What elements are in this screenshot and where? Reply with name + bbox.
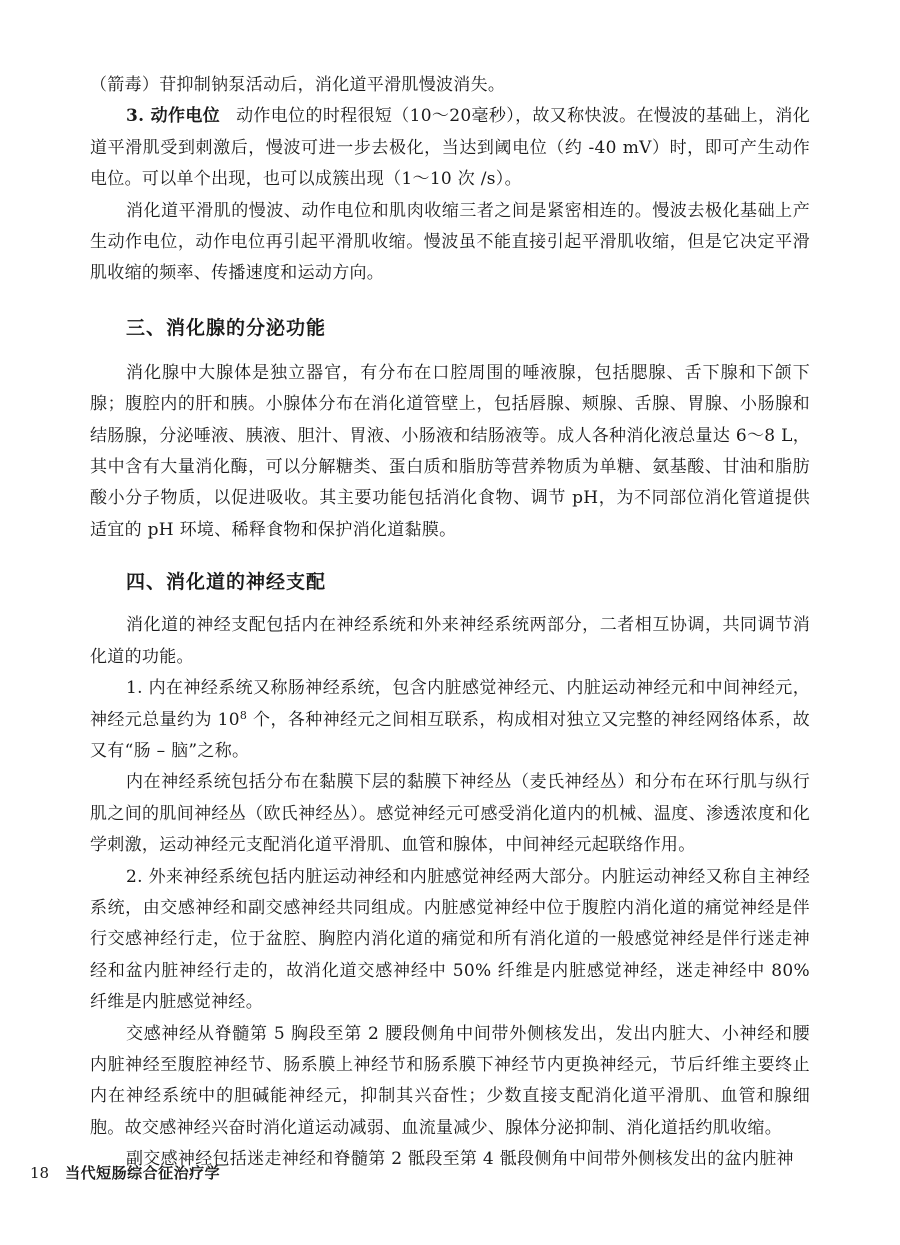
paragraph-intrinsic-nervous-system — [90, 673, 810, 767]
book-title: 当代短肠综合征治疗学 — [65, 1164, 221, 1182]
intrinsic-text-a: 1. 内在神经系统又称肠神经系统，包含内脏感觉神经元、内脏运动神经元和中间神经元，神经元总量约为 10 — [90, 678, 810, 730]
paragraph-sympathetic: 交感神经从脊髓第 5 胸段至第 2 腰段侧角中间带外侧核发出，发出内脏大、小神经和腰内脏神经至腹腔神经节、肠系膜上神经节和肠系膜下神经节内更换神经元，节后纤维主要终止内在神经系统中的胆碱能神经元，抑制其兴奋性；少数直接支配消化道平滑肌、血管和腺细胞。故交感神经兴奋时消化道运动减弱、血流量减少、腺体分泌抑制、消化道括约肌收缩。 — [90, 1023, 810, 1138]
paragraph-innervation-intro: 消化道的神经支配包括内在神经系统和外来神经系统两部分，二者相互协调，共同调节消化道的功能。 — [90, 615, 810, 667]
page-number: 18 — [30, 1164, 50, 1182]
paragraph-slow-wave-relation: 消化道平滑肌的慢波、动作电位和肌肉收缩三者之间是紧密相连的。慢波去极化基础上产生动作电位，动作电位再引起平滑肌收缩。慢波虽不能直接引起平滑肌收缩，但是它决定平滑肌收缩的频率、传播速度和运动方向。 — [90, 200, 810, 284]
subheading-action-potential: 3. 动作电位 — [126, 106, 221, 127]
paragraph-nerve-plexus: 内在神经系统包括分布在黏膜下层的黏膜下神经丛（麦氏神经丛）和分布在环行肌与纵行肌之间的肌间神经丛（欧氏神经丛）。感觉神经元可感受消化道内的机械、温度、渗透浓度和化学刺激，运动神经元支配消化道平滑肌、血管和腺体，中间神经元起联络作用。 — [90, 772, 810, 856]
paragraph-action-potential — [90, 101, 810, 195]
paragraph-parasympathetic: 副交感神经包括迷走神经和脊髓第 2 骶段至第 4 骶段侧角中间带外侧核发出的盆内脏神 — [126, 1149, 794, 1170]
page-footer — [30, 1163, 220, 1183]
paragraph-carryover: （箭毒）苷抑制钠泵活动后，消化道平滑肌慢波消失。 — [90, 75, 506, 95]
page-body — [90, 70, 810, 1176]
section-heading-gland-secretion: 三、消化腺的分泌功能 — [126, 316, 327, 339]
action-potential-text: 动作电位的时程很短（10～20毫秒），故又称快波。在慢波的基础上，消化道平滑肌受到刺激后，慢波可进一步去极化，当达到阈电位（约 -40 mV）时，即可产生动作电位。可以单个出现，也可以成簇出现（1～10 次 /s）。 — [90, 106, 811, 190]
section-heading-nerve-innervation: 四、消化道的神经支配 — [126, 571, 327, 594]
intrinsic-text-b: 个，各种神经元之间相互联系，构成相对独立又完整的神经网络体系，故又有“肠 – 脑”之称。 — [90, 709, 810, 761]
paragraph-gland-secretion: 消化腺中大腺体是独立器官，有分布在口腔周围的唾液腺，包括腮腺、舌下腺和下颌下腺；腹腔内的肝和胰。小腺体分布在消化道管壁上，包括唇腺、颊腺、舌腺、胃腺、小肠腺和结肠腺，分泌唾液、胰液、胆汁、胃液、小肠液和结肠液等。成人各种消化液总量达 6～8 L，其中含有大量消化酶，可以分解糖类、蛋白质和脂肪等营养物质为单糖、氨基酸、甘油和脂肪酸小分子物质，以促进吸收。其主要功能包括消化食物、调节 pH，为不同部位消化管道提供适宜的 pH 环境、稀释食物和保护消化道黏膜。 — [90, 362, 810, 540]
exponent: 8 — [239, 708, 248, 722]
paragraph-extrinsic-nervous-system: 2. 外来神经系统包括内脏运动神经和内脏感觉神经两大部分。内脏运动神经又称自主神经系统，由交感神经和副交感神经共同组成。内脏感觉神经中位于腹腔内消化道的痛觉神经是伴行交感神经行走，位于盆腔、胸腔内消化道的痛觉和所有消化道的一般感觉神经是伴行迷走神经和盆内脏神经行走的，故消化道交感神经中 50% 纤维是内脏感觉神经，迷走神经中 80% 纤维是内脏感觉神经。 — [90, 866, 810, 1013]
